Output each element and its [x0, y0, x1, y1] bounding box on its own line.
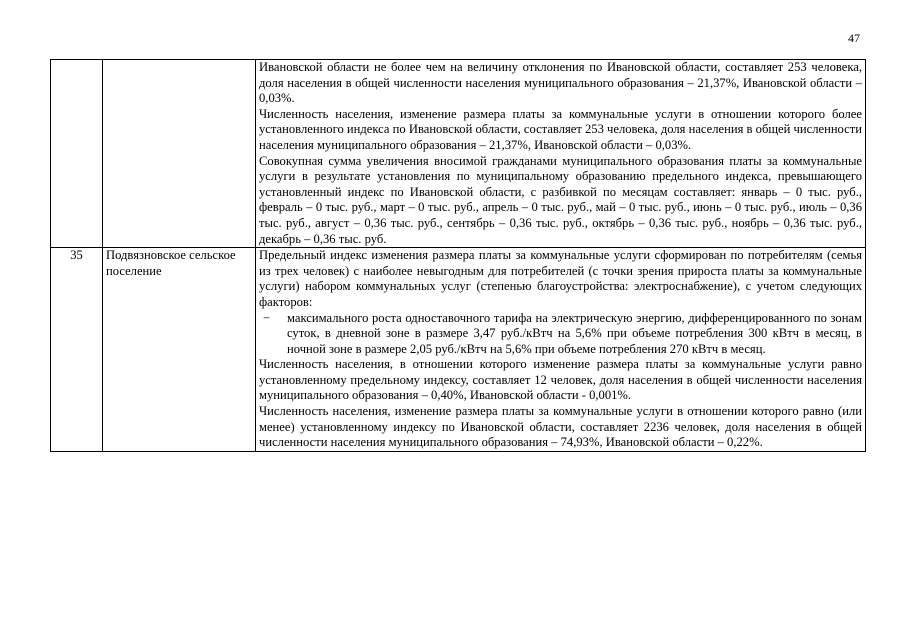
table-row: [51, 60, 866, 248]
table-row: [51, 248, 866, 452]
page-number: 47: [848, 31, 860, 45]
row-number-cell: [51, 60, 103, 248]
municipality-name-cell: [103, 60, 256, 248]
document-table: [50, 59, 866, 452]
paragraph: Ивановской области не более чем на величину отклонения по Ивановской области, составляет 253 человека, доля населения в общей численности населения муниципального образования – 21,37%, Ивановской области – 0,03%.: [259, 60, 862, 106]
paragraph: Численность населения, в отношении которого изменение размера платы за коммунальные услуги равно установленному предельному индексу, составляет 12 человек, доля населения в общей численности населения муниципального образования – 0,40%, Ивановской области - 0,001%.: [259, 357, 862, 403]
paragraph: Предельный индекс изменения размера платы за коммунальные услуги сформирован по потребителям (семья из трех человек) с наиболее невыгодным для потребителей (с точки зрения прироста платы за коммунальные услуги) набором коммунальных услуг (степенью благоустройства: электроснабжение), с учетом следующих факторов:: [259, 248, 862, 309]
municipality-name-cell: Подвязновское сельское поселение: [103, 248, 256, 452]
description-cell: [256, 248, 866, 452]
paragraph: Совокупная сумма увеличения вносимой гражданами муниципального образования платы за коммунальные услуги в результате установления по муниципальному образованию предельного индекса, превышающего установленный индекс по Ивановской области, с разбивкой по месяцам составляет: январь – 0 тыс. руб., февраль – 0 тыс. руб., март – 0 тыс. руб., апрель – 0 тыс. руб., май – 0 тыс. руб., июнь – 0 тыс. руб., июль – 0,36 тыс. руб., август – 0,36 тыс. руб., сентябрь – 0,36 тыс. руб., октябрь – 0,36 тыс. руб., ноябрь – 0,36 тыс. руб., декабрь – 0,36 тыс. руб.: [259, 153, 862, 246]
description-cell: [256, 60, 866, 248]
factor-item: − максимального роста одноставочного тарифа на электрическую энергию, дифференцированного по зонам суток, в дневной зоне в размере 3,47 руб./кВтч на 5,6% при объеме потребления 300 кВтч в месяц, в ночной зоне в размере 2,05 руб./кВтч на 5,6% при объеме потребления 270 кВтч в месяц.: [287, 311, 862, 358]
factor-list: [259, 311, 862, 358]
paragraph: Численность населения, изменение размера платы за коммунальные услуги в отношении которого равно (или менее) установленному индексу по Ивановской области, составляет 2236 человек, доля населения в общей численности населения муниципального образования – 74,93%, Ивановской области – 0,22%.: [259, 404, 862, 450]
paragraph: Численность населения, изменение размера платы за коммунальные услуги в отношении которого более установленного индекса по Ивановской области, составляет 253 человека, доля населения в общей численности населения муниципального образования – 21,37%, Ивановской области – 0,03%.: [259, 106, 862, 152]
row-number-cell: 35: [51, 248, 103, 452]
